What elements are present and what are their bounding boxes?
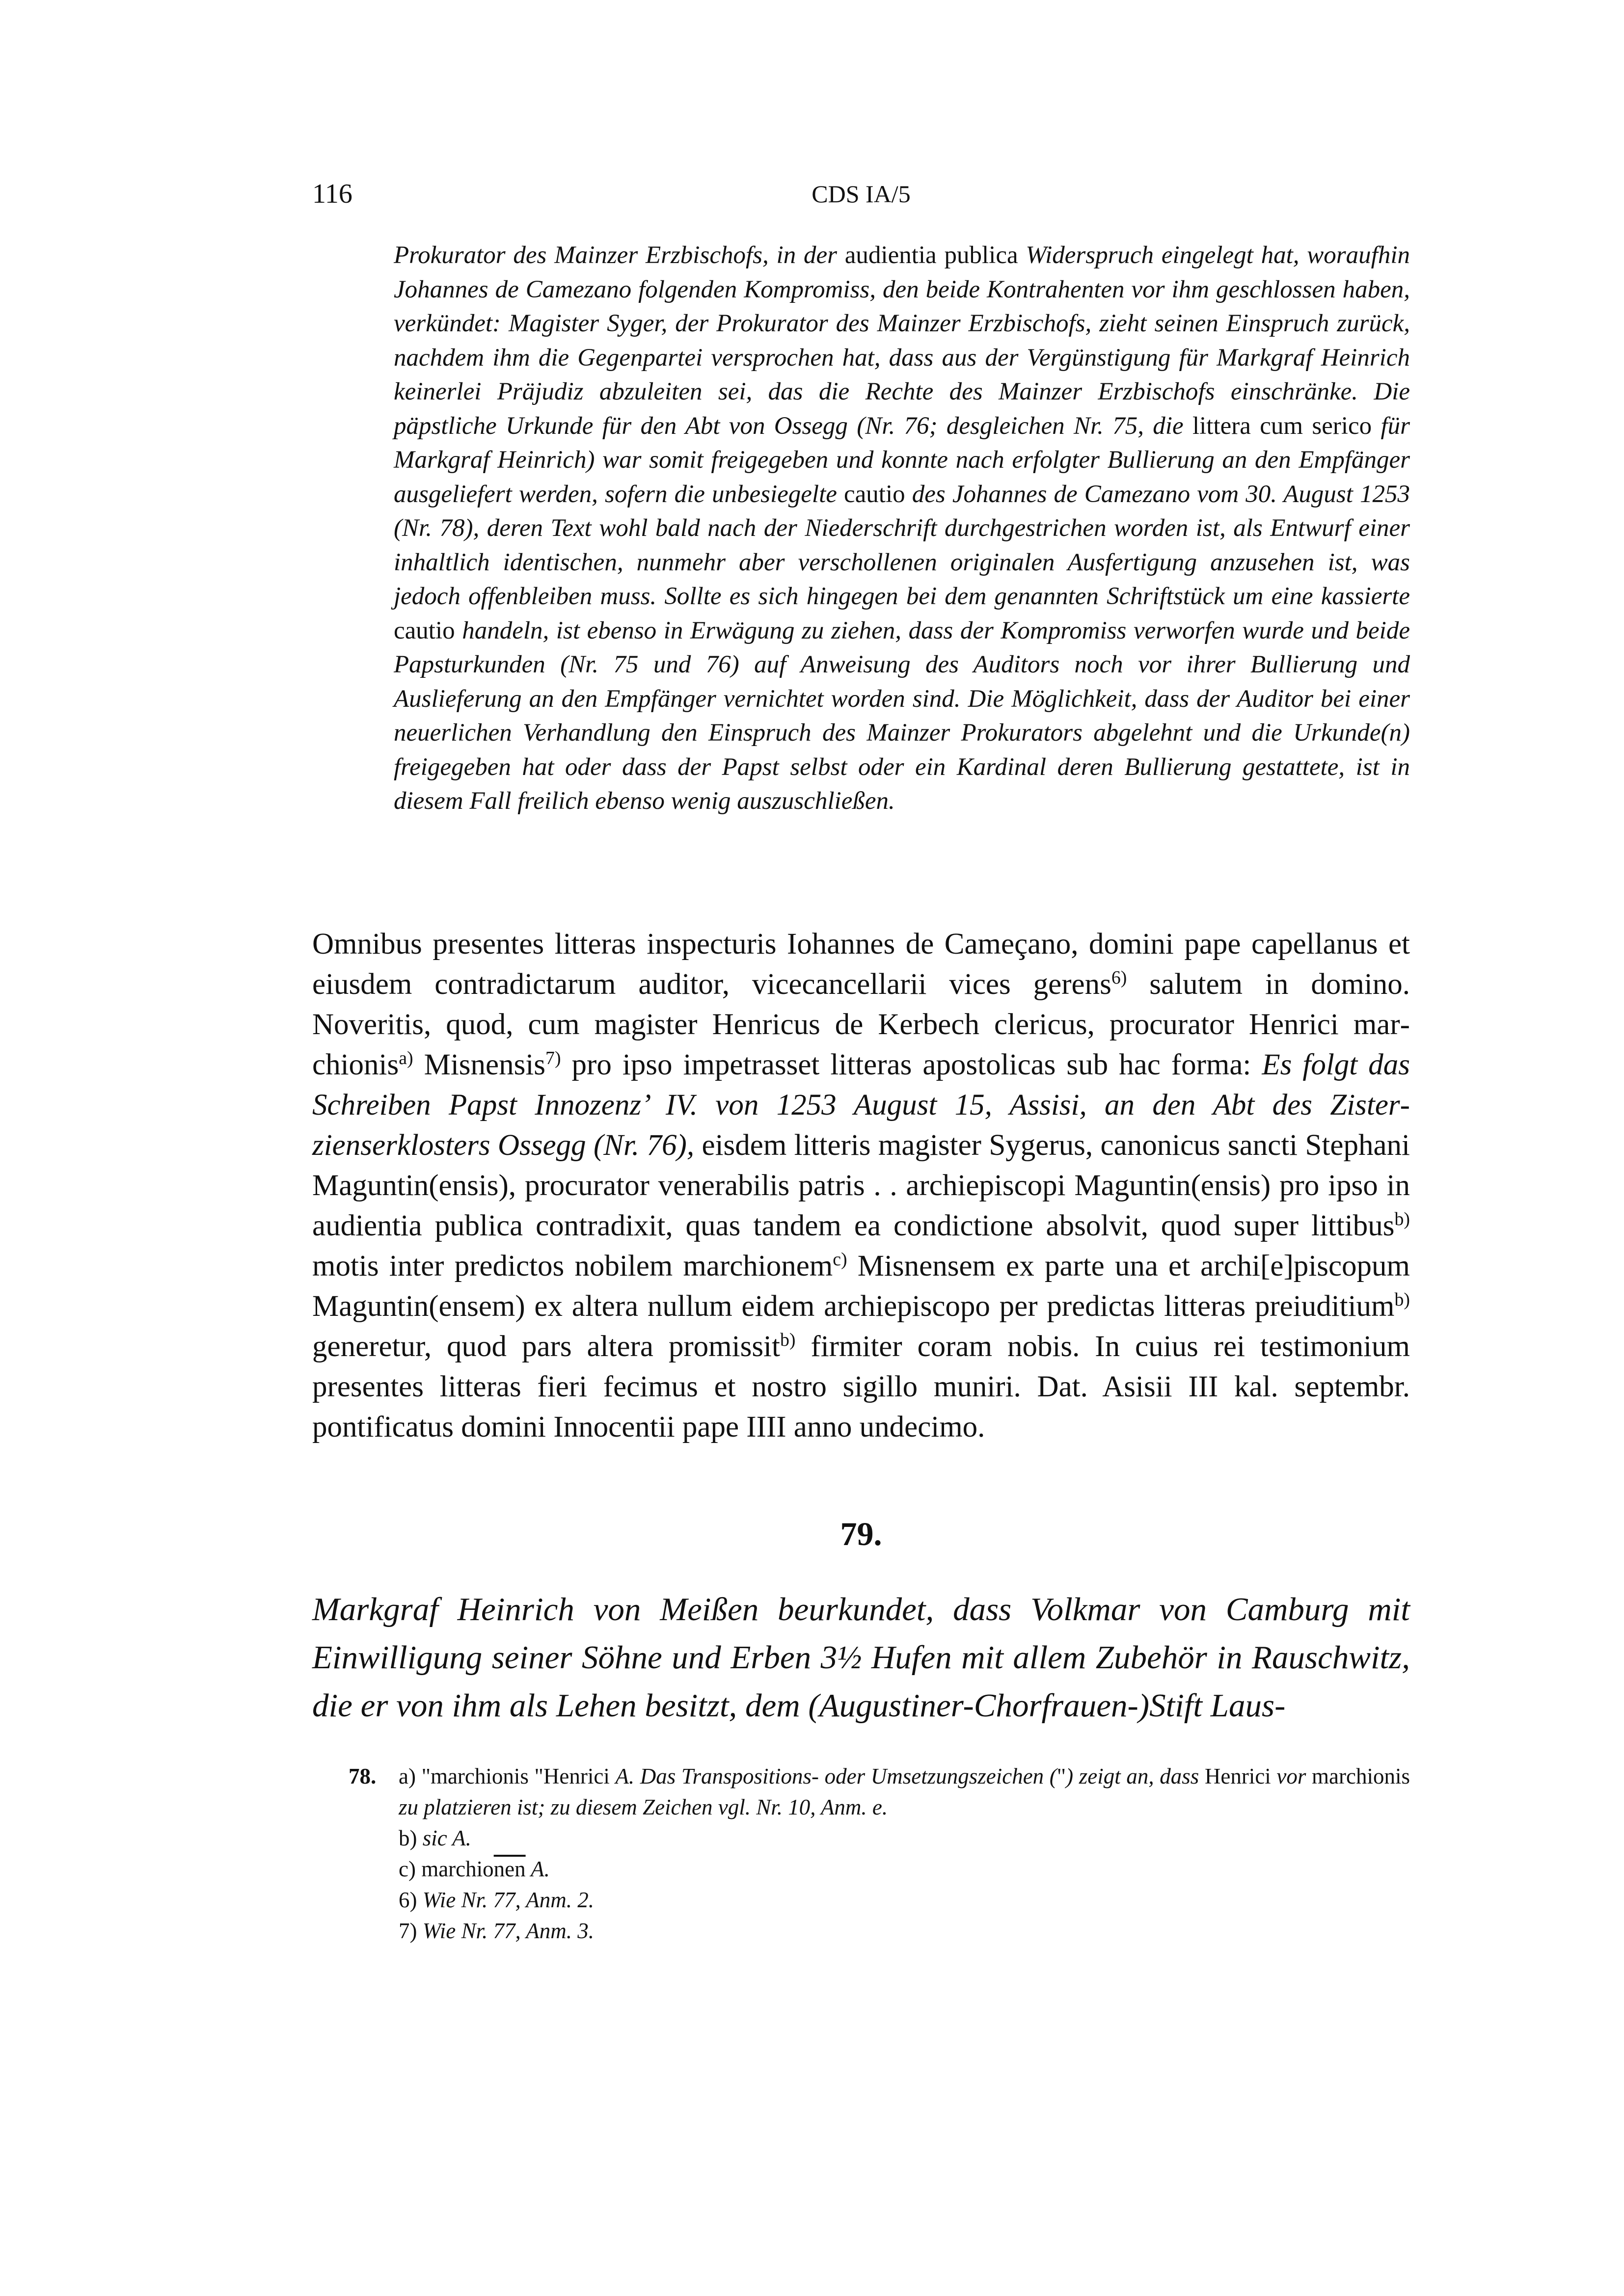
footnote-text: Henrici bbox=[1204, 1764, 1271, 1789]
page-number: 116 bbox=[312, 179, 352, 209]
footnote-text: sic A. bbox=[422, 1826, 471, 1850]
footnote-text: a) "marchionis "Henrici bbox=[399, 1764, 616, 1789]
footnote-text: ) zeigt an, dass bbox=[1066, 1764, 1205, 1789]
footnote-marker: b) bbox=[780, 1330, 796, 1351]
footnote-7 bbox=[349, 1916, 1410, 1947]
footnote-text: A. bbox=[525, 1857, 550, 1881]
footnote-a bbox=[349, 1761, 1410, 1823]
footnote-document-ref: 78. bbox=[349, 1764, 377, 1789]
charter-segment: Misnensis bbox=[413, 1048, 546, 1081]
footnote-marker: b) bbox=[1394, 1209, 1410, 1230]
editorial-insertion: Es folgt das Schreiben Papst Innozenz’ IV. von 1253 August 15, Assisi, an den Abt des Zisterzienserklosters Ossegg (Nr. 76), bbox=[312, 1048, 1410, 1162]
footnote-b bbox=[349, 1823, 1410, 1854]
footnote-text: 6) bbox=[399, 1888, 423, 1912]
footnote-c bbox=[349, 1854, 1410, 1885]
footnote-marker: 6) bbox=[1111, 967, 1127, 988]
footnote-text: Wie Nr. 77, Anm. 3. bbox=[422, 1919, 594, 1943]
footnote-text: A. Das Transpositions- oder Umsetzungszeichen ( bbox=[615, 1764, 1057, 1789]
footnote-text: 7) bbox=[399, 1919, 423, 1943]
footnote-text: " bbox=[1056, 1764, 1066, 1789]
footnote-text: c) marchio bbox=[399, 1857, 494, 1881]
regest-text: für Markgraf Heinrich) war somit freigegeben und konnte nach erfolgter Bullierung an den Empfänger ausgeliefert werden, sofern die unbesiegelte bbox=[394, 412, 1410, 508]
footnote-abbreviation: $\overline{nen}$ bbox=[493, 1857, 526, 1881]
regest-term: littera cum serico bbox=[1192, 412, 1372, 440]
charter-segment: salutem in domino. Noveritis, quod, cum magister Henricus de Kerbech clericus, procurator Henrici marchionis bbox=[312, 968, 1410, 1081]
regest-term: cautio bbox=[844, 480, 905, 508]
regest-term: audientia publica bbox=[844, 241, 1018, 269]
document-number: 79. bbox=[840, 1515, 882, 1552]
regest-commentary bbox=[394, 239, 1410, 819]
charter-segment: Misnensem ex parte una et archi[e]piscopum Maguntin(ensem) ex altera nullum eidem archiepiscopo per predictas litteras preiuditium bbox=[312, 1250, 1410, 1323]
footnote-text: b) bbox=[399, 1826, 423, 1850]
charter-segment: generetur, quod pars altera promissit bbox=[312, 1330, 780, 1363]
footnote-text: zu platzieren ist; zu diesem Zeichen vgl. Nr. 10, Anm. e. bbox=[399, 1795, 888, 1819]
regest-text: des Johannes de Camezano vom 30. August 1253 (Nr. 78), deren Text wohl bald nach der Niederschrift durchgestrichen worden ist, als Entwurf einer inhaltlich identischen, nunmehr aber verschollenen originalen Ausfertigung anzusehen ist, was jedoch offenbleiben muss. Sollte es sich hingegen bei dem genannten Schriftstück um eine kassierte bbox=[394, 480, 1410, 610]
charter-segment: eisdem litteris magister Sygerus, canonicus sancti Stephani Maguntin(ensis), procurator venerabilis patris . . archiepiscopi Maguntin(ensis) pro ipso in audientia publica contradixit, quas tandem ea condictione absolvit, quod super littibus bbox=[312, 1129, 1410, 1242]
charter-segment: Omnibus presentes litteras inspecturis Iohannes de Cameçano, domini pape capellanus et eiusdem contradictarum auditor, vicecancellarii vices gerens bbox=[312, 928, 1410, 1001]
footnote-marker: c) bbox=[833, 1249, 847, 1270]
charter-segment: pro ipso impetrasset litteras apostolicas sub hac forma: bbox=[561, 1048, 1262, 1081]
footnote-marker: a) bbox=[399, 1048, 413, 1069]
footnote-6 bbox=[349, 1885, 1410, 1916]
footnote-marker: b) bbox=[1394, 1289, 1410, 1310]
regest-term: cautio bbox=[394, 616, 455, 644]
regest-text: Widerspruch eingelegt hat, woraufhin Johannes de Camezano folgenden Kompromiss, den beide Kontrahenten vor ihm geschlossen haben, verkündet: Magister Syger, der Prokurator des Mainzer Erzbischofs, zieht seinen Einspruch zurück, nachdem ihm die Gegenpartei versprochen hat, dass aus der Vergünstigung für Markgraf Heinrich keinerlei Präjudiz abzuleiten sei, das die Rechte des Mainzer Erzbischofs einschränke. Die päpstliche Urkunde für den Abt von Ossegg (Nr. 76; desgleichen Nr. 75, die bbox=[394, 241, 1410, 440]
running-title: CDS IA/5 bbox=[812, 180, 911, 208]
document-summary: Markgraf Heinrich von Meißen beurkundet, dass Volkmar von Camburg mit Einwilligung seiner Söhne und Erben 3½ Hufen mit allem Zubehör in Rauschwitz, die er von ihm als Lehen besitzt, dem (Augustiner-Chorfrauen-)Stift Laus- bbox=[312, 1591, 1410, 1724]
footnote-text: vor bbox=[1271, 1764, 1312, 1789]
charter-text bbox=[312, 924, 1410, 1447]
footnote-text: Wie Nr. 77, Anm. 2. bbox=[422, 1888, 594, 1912]
regest-text: handeln, ist ebenso in Erwägung zu ziehen, dass der Kompromiss verworfen wurde und beide Papsturkunden (Nr. 75 und 76) auf Anweisung des Auditors noch vor ihrer Bullierung und Auslieferung an den Empfänger vernichtet worden sind. Die Möglichkeit, dass der Auditor bei einer neuerlichen Verhandlung den Einspruch des Mainzer Prokurators abgelehnt und die Urkunde(n) freigegeben hat oder dass der Papst selbst oder ein Kardinal deren Bullierung gestattete, ist in diesem Fall freilich ebenso wenig auszuschließen. bbox=[394, 616, 1410, 815]
footnotes bbox=[349, 1761, 1410, 1947]
regest-text: Prokurator des Mainzer Erzbischofs, in der bbox=[394, 241, 845, 269]
footnote-text: marchionis bbox=[1312, 1764, 1410, 1789]
footnote-marker: 7) bbox=[545, 1048, 561, 1069]
running-head bbox=[312, 174, 1410, 214]
charter-segment: motis inter predictos nobilem marchionem bbox=[312, 1250, 833, 1282]
charter-segment: firmiter coram nobis. In cuius rei testimonium presentes litteras fieri fecimus et nostro sigillo muniri. Dat. Asisii III kal. septembr. pontificatus domini Innocentii pape IIII anno undecimo. bbox=[312, 1330, 1410, 1443]
